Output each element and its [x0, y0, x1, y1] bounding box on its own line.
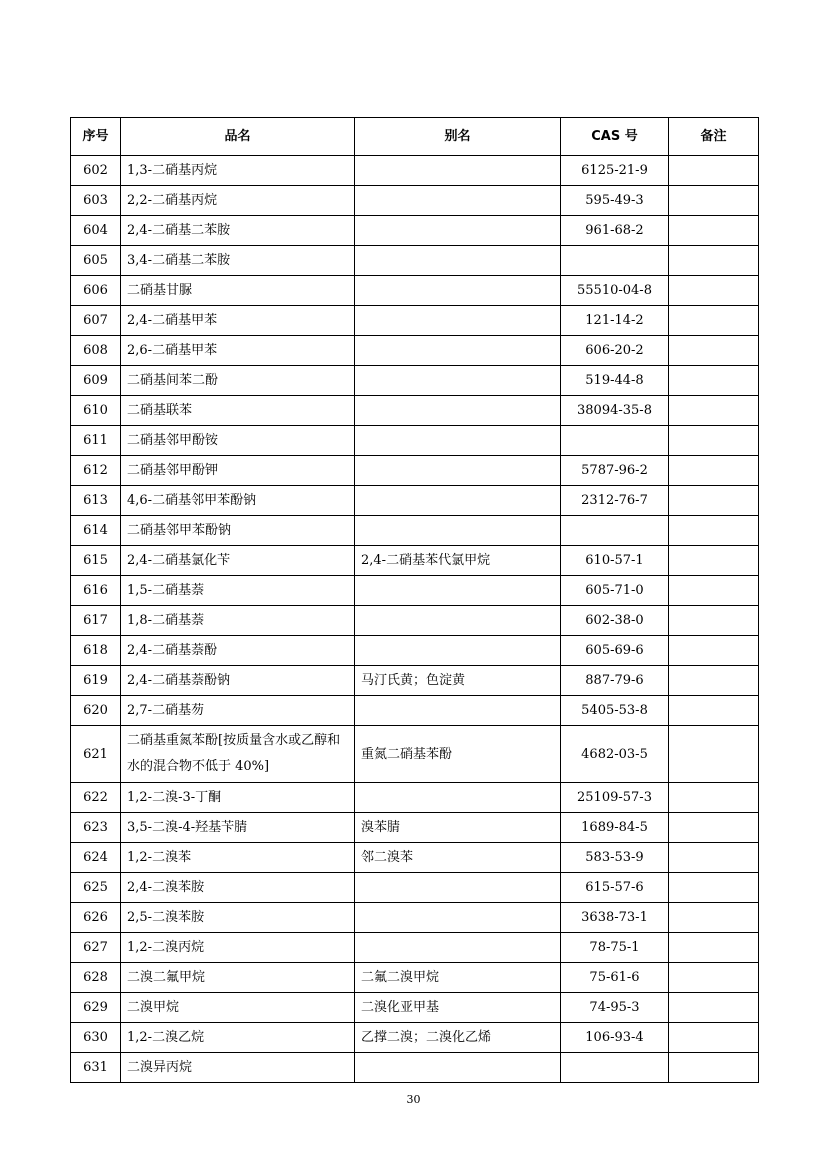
- cas-number: 6125-21-9: [561, 156, 669, 186]
- chemical-name: 1,5-二硝基萘: [121, 576, 355, 606]
- row-number: 602: [71, 156, 121, 186]
- remark: [669, 156, 759, 186]
- cas-number: 595-49-3: [561, 186, 669, 216]
- table-row: [71, 666, 759, 696]
- chemical-name: 二硝基联苯: [121, 396, 355, 426]
- chemical-alias: 马汀氏黄；色淀黄: [355, 666, 561, 696]
- table-row: [71, 993, 759, 1023]
- cas-number: [561, 246, 669, 276]
- chemical-name: 2,2-二硝基丙烷: [121, 186, 355, 216]
- remark: [669, 993, 759, 1023]
- chemical-alias: [355, 246, 561, 276]
- chemical-alias: [355, 306, 561, 336]
- table-row: [71, 903, 759, 933]
- chemical-name: 2,4-二硝基二苯胺: [121, 216, 355, 246]
- remark: [669, 306, 759, 336]
- cas-number: 615-57-6: [561, 873, 669, 903]
- chemical-alias: 邻二溴苯: [355, 843, 561, 873]
- cas-number: 75-61-6: [561, 963, 669, 993]
- table-row: [71, 783, 759, 813]
- remark: [669, 516, 759, 546]
- chemical-name: 4,6-二硝基邻甲苯酚钠: [121, 486, 355, 516]
- table-row: [71, 873, 759, 903]
- chemical-name: 1,8-二硝基萘: [121, 606, 355, 636]
- chemical-name: 2,4-二硝基甲苯: [121, 306, 355, 336]
- chemical-name: 3,4-二硝基二苯胺: [121, 246, 355, 276]
- chemical-name: 二溴异丙烷: [121, 1053, 355, 1083]
- chemical-name: 1,2-二溴丙烷: [121, 933, 355, 963]
- row-number: 615: [71, 546, 121, 576]
- table-row: [71, 963, 759, 993]
- remark: [669, 216, 759, 246]
- chemical-alias: [355, 873, 561, 903]
- remark: [669, 1023, 759, 1053]
- chemical-name: 1,3-二硝基丙烷: [121, 156, 355, 186]
- cas-number: [561, 1053, 669, 1083]
- chemical-name: 2,7-二硝基芴: [121, 696, 355, 726]
- remark: [669, 666, 759, 696]
- cas-number: 1689-84-5: [561, 813, 669, 843]
- remark: [669, 336, 759, 366]
- chemical-name: 2,6-二硝基甲苯: [121, 336, 355, 366]
- cas-number: 78-75-1: [561, 933, 669, 963]
- remark: [669, 726, 759, 783]
- chemical-name: 2,5-二溴苯胺: [121, 903, 355, 933]
- remark: [669, 246, 759, 276]
- cas-number: 610-57-1: [561, 546, 669, 576]
- chemical-alias: [355, 156, 561, 186]
- row-number: 626: [71, 903, 121, 933]
- table-row: [71, 813, 759, 843]
- remark: [669, 276, 759, 306]
- cas-number: 74-95-3: [561, 993, 669, 1023]
- chemical-name: 二硝基间苯二酚: [121, 366, 355, 396]
- table-row: [71, 726, 759, 783]
- remark: [669, 396, 759, 426]
- table-row: [71, 366, 759, 396]
- row-number: 621: [71, 726, 121, 783]
- cas-number: 887-79-6: [561, 666, 669, 696]
- table-row: [71, 576, 759, 606]
- row-number: 611: [71, 426, 121, 456]
- cas-number: 606-20-2: [561, 336, 669, 366]
- table-row: [71, 156, 759, 186]
- chemical-alias: [355, 456, 561, 486]
- row-number: 630: [71, 1023, 121, 1053]
- table-row: [71, 396, 759, 426]
- chemical-name: 二溴甲烷: [121, 993, 355, 1023]
- remark: [669, 783, 759, 813]
- row-number: 624: [71, 843, 121, 873]
- chemical-name: 二硝基邻甲酚钾: [121, 456, 355, 486]
- cas-number: [561, 516, 669, 546]
- row-number: 631: [71, 1053, 121, 1083]
- cas-number: 106-93-4: [561, 1023, 669, 1053]
- chemical-alias: 二溴化亚甲基: [355, 993, 561, 1023]
- row-number: 629: [71, 993, 121, 1023]
- remark: [669, 933, 759, 963]
- chemical-name: 二溴二氟甲烷: [121, 963, 355, 993]
- chemical-alias: 溴苯腈: [355, 813, 561, 843]
- chemical-name: 1,2-二溴苯: [121, 843, 355, 873]
- table-row: [71, 456, 759, 486]
- chemical-alias: [355, 426, 561, 456]
- table-row: [71, 306, 759, 336]
- row-number: 628: [71, 963, 121, 993]
- cas-number: 5405-53-8: [561, 696, 669, 726]
- table-header-row: [71, 118, 759, 156]
- row-number: 625: [71, 873, 121, 903]
- chemical-alias: [355, 486, 561, 516]
- chemical-alias: [355, 276, 561, 306]
- row-number: 604: [71, 216, 121, 246]
- remark: [669, 606, 759, 636]
- chemical-name: 2,4-二硝基萘酚钠: [121, 666, 355, 696]
- row-number: 610: [71, 396, 121, 426]
- chemical-name: 1,2-二溴乙烷: [121, 1023, 355, 1053]
- table-row: [71, 336, 759, 366]
- row-number: 605: [71, 246, 121, 276]
- chemical-alias: [355, 576, 561, 606]
- row-number: 620: [71, 696, 121, 726]
- row-number: 613: [71, 486, 121, 516]
- table-row: [71, 606, 759, 636]
- cas-number: 961-68-2: [561, 216, 669, 246]
- chemical-name: 二硝基重氮苯酚[按质量含水或乙醇和水的混合物不低于 40%]: [121, 726, 355, 783]
- cas-number: 583-53-9: [561, 843, 669, 873]
- remark: [669, 873, 759, 903]
- header-alias: 别名: [355, 118, 561, 156]
- cas-number: 55510-04-8: [561, 276, 669, 306]
- header-note: 备注: [669, 118, 759, 156]
- table-row: [71, 186, 759, 216]
- cas-number: 605-71-0: [561, 576, 669, 606]
- table-row: [71, 933, 759, 963]
- chemical-name: 二硝基邻甲苯酚钠: [121, 516, 355, 546]
- chemical-alias: [355, 336, 561, 366]
- chemical-name: 2,4-二硝基萘酚: [121, 636, 355, 666]
- remark: [669, 1053, 759, 1083]
- remark: [669, 366, 759, 396]
- chemical-alias: 2,4-二硝基苯代氯甲烷: [355, 546, 561, 576]
- table-row: [71, 1023, 759, 1053]
- cas-number: 519-44-8: [561, 366, 669, 396]
- row-number: 616: [71, 576, 121, 606]
- row-number: 623: [71, 813, 121, 843]
- remark: [669, 546, 759, 576]
- chemical-name: 1,2-二溴-3-丁酮: [121, 783, 355, 813]
- chemical-alias: [355, 606, 561, 636]
- chemical-alias: [355, 186, 561, 216]
- chemical-alias: [355, 903, 561, 933]
- chemical-alias: [355, 696, 561, 726]
- row-number: 617: [71, 606, 121, 636]
- table-row: [71, 636, 759, 666]
- page-number: 30: [406, 1093, 421, 1106]
- row-number: 619: [71, 666, 121, 696]
- chemical-alias: [355, 783, 561, 813]
- chemical-alias: [355, 396, 561, 426]
- chemical-alias: [355, 366, 561, 396]
- cas-number: 605-69-6: [561, 636, 669, 666]
- remark: [669, 456, 759, 486]
- remark: [669, 813, 759, 843]
- chemical-alias: 重氮二硝基苯酚: [355, 726, 561, 783]
- cas-number: 4682-03-5: [561, 726, 669, 783]
- table-row: [71, 546, 759, 576]
- chemical-alias: [355, 216, 561, 246]
- chemical-name: 二硝基邻甲酚铵: [121, 426, 355, 456]
- header-cas: CAS 号: [561, 118, 669, 156]
- remark: [669, 576, 759, 606]
- cas-number: 3638-73-1: [561, 903, 669, 933]
- row-number: 603: [71, 186, 121, 216]
- remark: [669, 963, 759, 993]
- cas-number: 38094-35-8: [561, 396, 669, 426]
- table-row: [71, 426, 759, 456]
- remark: [669, 426, 759, 456]
- chemical-alias: 二氟二溴甲烷: [355, 963, 561, 993]
- remark: [669, 186, 759, 216]
- row-number: 627: [71, 933, 121, 963]
- cas-number: [561, 426, 669, 456]
- row-number: 622: [71, 783, 121, 813]
- table-row: [71, 246, 759, 276]
- header-name: 品名: [121, 118, 355, 156]
- remark: [669, 486, 759, 516]
- chemical-name: 3,5-二溴-4-羟基苄腈: [121, 813, 355, 843]
- chemical-alias: [355, 933, 561, 963]
- table-row: [71, 216, 759, 246]
- header-num: 序号: [71, 118, 121, 156]
- table-row: [71, 276, 759, 306]
- remark: [669, 903, 759, 933]
- row-number: 609: [71, 366, 121, 396]
- cas-number: 121-14-2: [561, 306, 669, 336]
- chemical-name: 二硝基甘脲: [121, 276, 355, 306]
- table-row: [71, 486, 759, 516]
- row-number: 612: [71, 456, 121, 486]
- table-row: [71, 516, 759, 546]
- row-number: 608: [71, 336, 121, 366]
- chemical-alias: [355, 516, 561, 546]
- cas-number: 2312-76-7: [561, 486, 669, 516]
- remark: [669, 636, 759, 666]
- cas-number: 25109-57-3: [561, 783, 669, 813]
- chemical-alias: 乙撑二溴；二溴化乙烯: [355, 1023, 561, 1053]
- table-row: [71, 696, 759, 726]
- remark: [669, 843, 759, 873]
- table-row: [71, 1053, 759, 1083]
- chemical-table: [70, 117, 759, 1083]
- cas-number: 602-38-0: [561, 606, 669, 636]
- remark: [669, 696, 759, 726]
- row-number: 606: [71, 276, 121, 306]
- chemical-name: 2,4-二硝基氯化苄: [121, 546, 355, 576]
- row-number: 618: [71, 636, 121, 666]
- chemical-name: 2,4-二溴苯胺: [121, 873, 355, 903]
- row-number: 614: [71, 516, 121, 546]
- cas-number: 5787-96-2: [561, 456, 669, 486]
- row-number: 607: [71, 306, 121, 336]
- chemical-alias: [355, 636, 561, 666]
- chemical-alias: [355, 1053, 561, 1083]
- table-row: [71, 843, 759, 873]
